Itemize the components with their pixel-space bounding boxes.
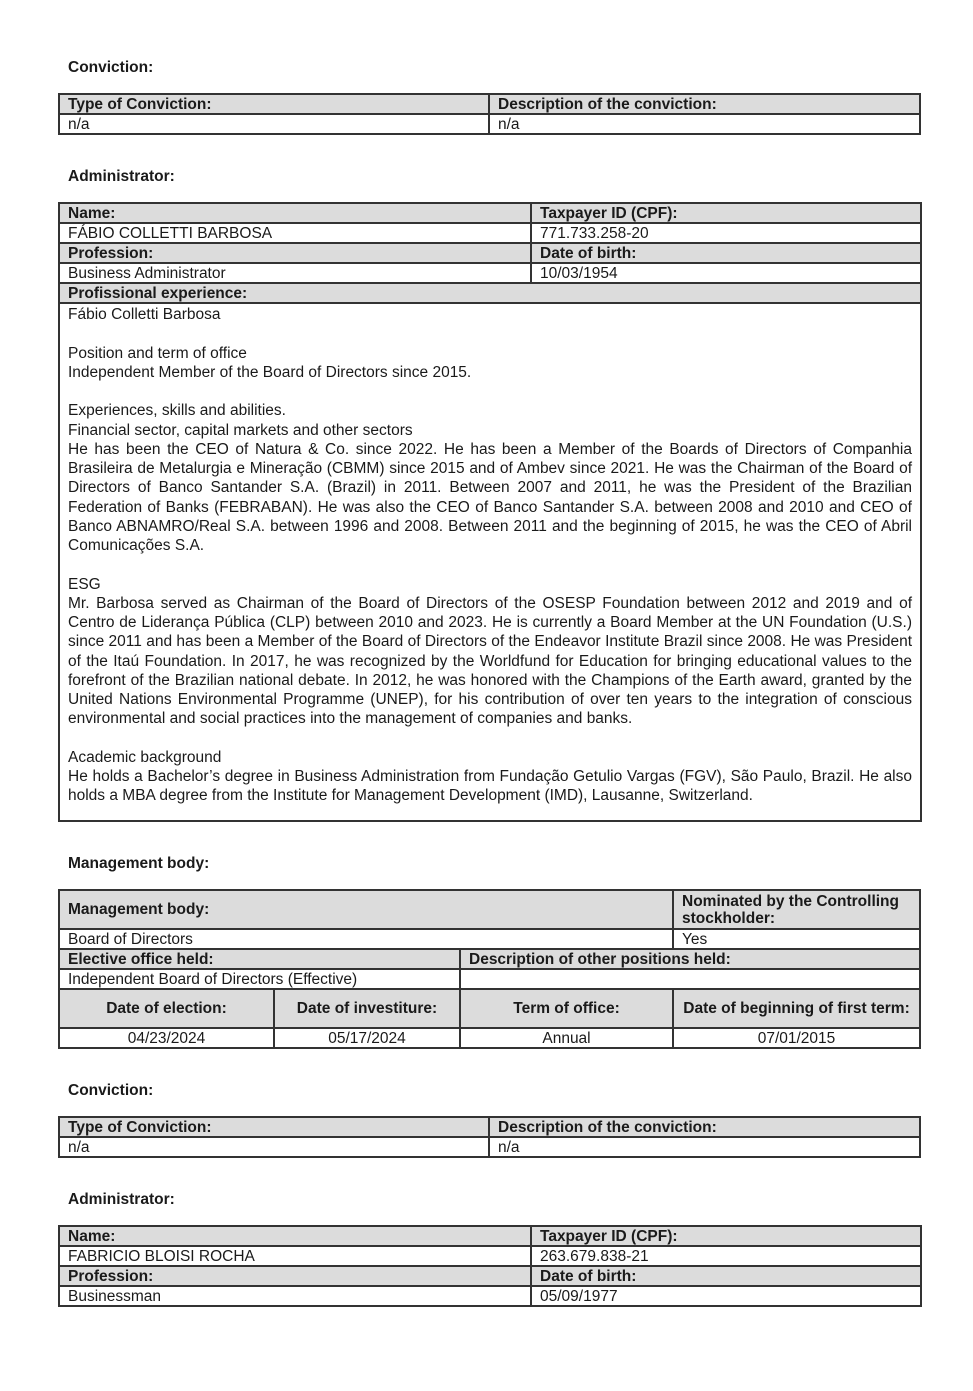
experience-name: Fábio Colletti Barbosa: [68, 306, 221, 323]
administrator-heading: Administrator:: [68, 168, 175, 185]
profession-value: Businessman: [59, 1286, 531, 1306]
experience-career-text: He has been the CEO of Natura & Co. since 2022. He has been a Member of the Boards of Directors of Companhia Brasileira de Metalurgia e Mineração (CBMM) since 2015 and of Ambev since 2021. He was the Chairman of the Board of Directors of Banco Santander S.A. (Brazil) in 2011. Between 2007 and 2011, he was the President of the Brazilian Federation of Banks (FEBRABAN). He was also the CEO of Banco Santander S.A. between 2008 and 2010 and CEO of Banco ABNAMRO/Real S.A. between 1996 and 2008. Between 2011 and the beginning of 2015, he was the CEO of Abril Comunicações S.A.: [68, 440, 912, 554]
taxpayer-id-value: 263.679.838-21: [531, 1246, 921, 1266]
date-of-birth-value: 05/09/1977: [531, 1286, 921, 1306]
taxpayer-id-value: 771.733.258-20: [531, 223, 921, 243]
experience-skills-heading: Experiences, skills and abilities.: [68, 402, 286, 420]
other-positions-value: [460, 969, 920, 989]
taxpayer-id-label: Taxpayer ID (CPF):: [531, 203, 921, 223]
description-of-conviction-label: Description of the conviction:: [489, 1117, 920, 1137]
term-of-office-label: Term of office:: [460, 989, 673, 1028]
administrator-table: [58, 202, 922, 822]
administrator-table-2: [58, 1225, 922, 1307]
name-value: FÁBIO COLLETTI BARBOSA: [59, 223, 531, 243]
term-of-office-value: Annual: [460, 1028, 673, 1048]
nominated-by-controlling-stockholder-label: Nominated by the Controlling stockholder:: [673, 890, 920, 929]
other-positions-label: Description of other positions held:: [460, 949, 920, 969]
management-body-table: [58, 889, 921, 1049]
management-body-heading: Management body:: [68, 855, 210, 872]
type-of-conviction-label: Type of Conviction:: [59, 1117, 489, 1137]
management-body-label: Management body:: [59, 890, 673, 929]
taxpayer-id-label: Taxpayer ID (CPF):: [531, 1226, 921, 1246]
management-body-value: Board of Directors: [59, 929, 673, 949]
date-of-election-value: 04/23/2024: [59, 1028, 274, 1048]
experience-position-heading: Position and term of office: [68, 344, 247, 362]
elective-office-value: Independent Board of Directors (Effective): [59, 969, 460, 989]
conviction-table-2: [58, 1116, 921, 1158]
date-of-birth-label: Date of birth:: [531, 1266, 921, 1286]
description-of-conviction-value: n/a: [489, 114, 920, 134]
experience-academic-heading: Academic background: [68, 748, 222, 766]
experience-esg-heading: ESG: [68, 575, 101, 593]
nominated-value: Yes: [673, 929, 920, 949]
administrator-heading-2: Administrator:: [68, 1191, 175, 1208]
conviction-table: [58, 93, 921, 135]
date-of-first-term-value: 07/01/2015: [673, 1028, 920, 1048]
date-of-investiture-label: Date of investiture:: [274, 989, 460, 1028]
type-of-conviction-label: Type of Conviction:: [59, 94, 489, 114]
description-of-conviction-label: Description of the conviction:: [489, 94, 920, 114]
description-of-conviction-value: n/a: [489, 1137, 920, 1157]
conviction-heading-2: Conviction:: [68, 1082, 154, 1099]
type-of-conviction-value: n/a: [59, 1137, 489, 1157]
professional-experience-text: [59, 303, 921, 821]
experience-esg-text: Mr. Barbosa served as Chairman of the Board of Directors of the OSESP Foundation between 2012 and 2019 and of Centro de Liderança Pública (CLP) between 2010 and 2023. He is currently a Board Member at the UN Foundation (U.S.) since 2011 and has been a Member of the Board of Directors of the Endeavor Institute Brazil since 2008. He was President of the Itaú Foundation. In 2017, he was recognized by the Worldfund for Education for bringing educational values to the forefront of the Brazilian national debate. In 2012, he was honored with the Champions of the Earth award, granted by the United Nations Environmental Programme (UNEP), for his contribution of over ten years to the integration of conscious environmental and social practices into the management of companies and banks.: [68, 594, 912, 728]
conviction-heading: Conviction:: [68, 59, 154, 76]
profession-label: Profession:: [59, 1266, 531, 1286]
type-of-conviction-value: n/a: [59, 114, 489, 134]
profession-value: Business Administrator: [59, 263, 531, 283]
experience-sectors: Financial sector, capital markets and other sectors: [68, 421, 413, 439]
name-label: Name:: [59, 203, 531, 223]
name-value: FABRICIO BLOISI ROCHA: [59, 1246, 531, 1266]
profession-label: Profession:: [59, 243, 531, 263]
experience-position-text: Independent Member of the Board of Directors since 2015.: [68, 363, 472, 381]
name-label: Name:: [59, 1226, 531, 1246]
date-of-birth-label: Date of birth:: [531, 243, 921, 263]
experience-academic-text: He holds a Bachelor’s degree in Business Administration from Fundação Getulio Vargas (FGV), São Paulo, Brazil. He also holds a MBA degree from the Institute for Management Development (IMD), Lausanne, Switzerland.: [68, 768, 912, 805]
date-of-investiture-value: 05/17/2024: [274, 1028, 460, 1048]
elective-office-label: Elective office held:: [59, 949, 460, 969]
date-of-first-term-label: Date of beginning of first term:: [673, 989, 920, 1028]
date-of-birth-value: 10/03/1954: [531, 263, 921, 283]
date-of-election-label: Date of election:: [59, 989, 274, 1028]
professional-experience-label: Profissional experience:: [59, 283, 921, 303]
